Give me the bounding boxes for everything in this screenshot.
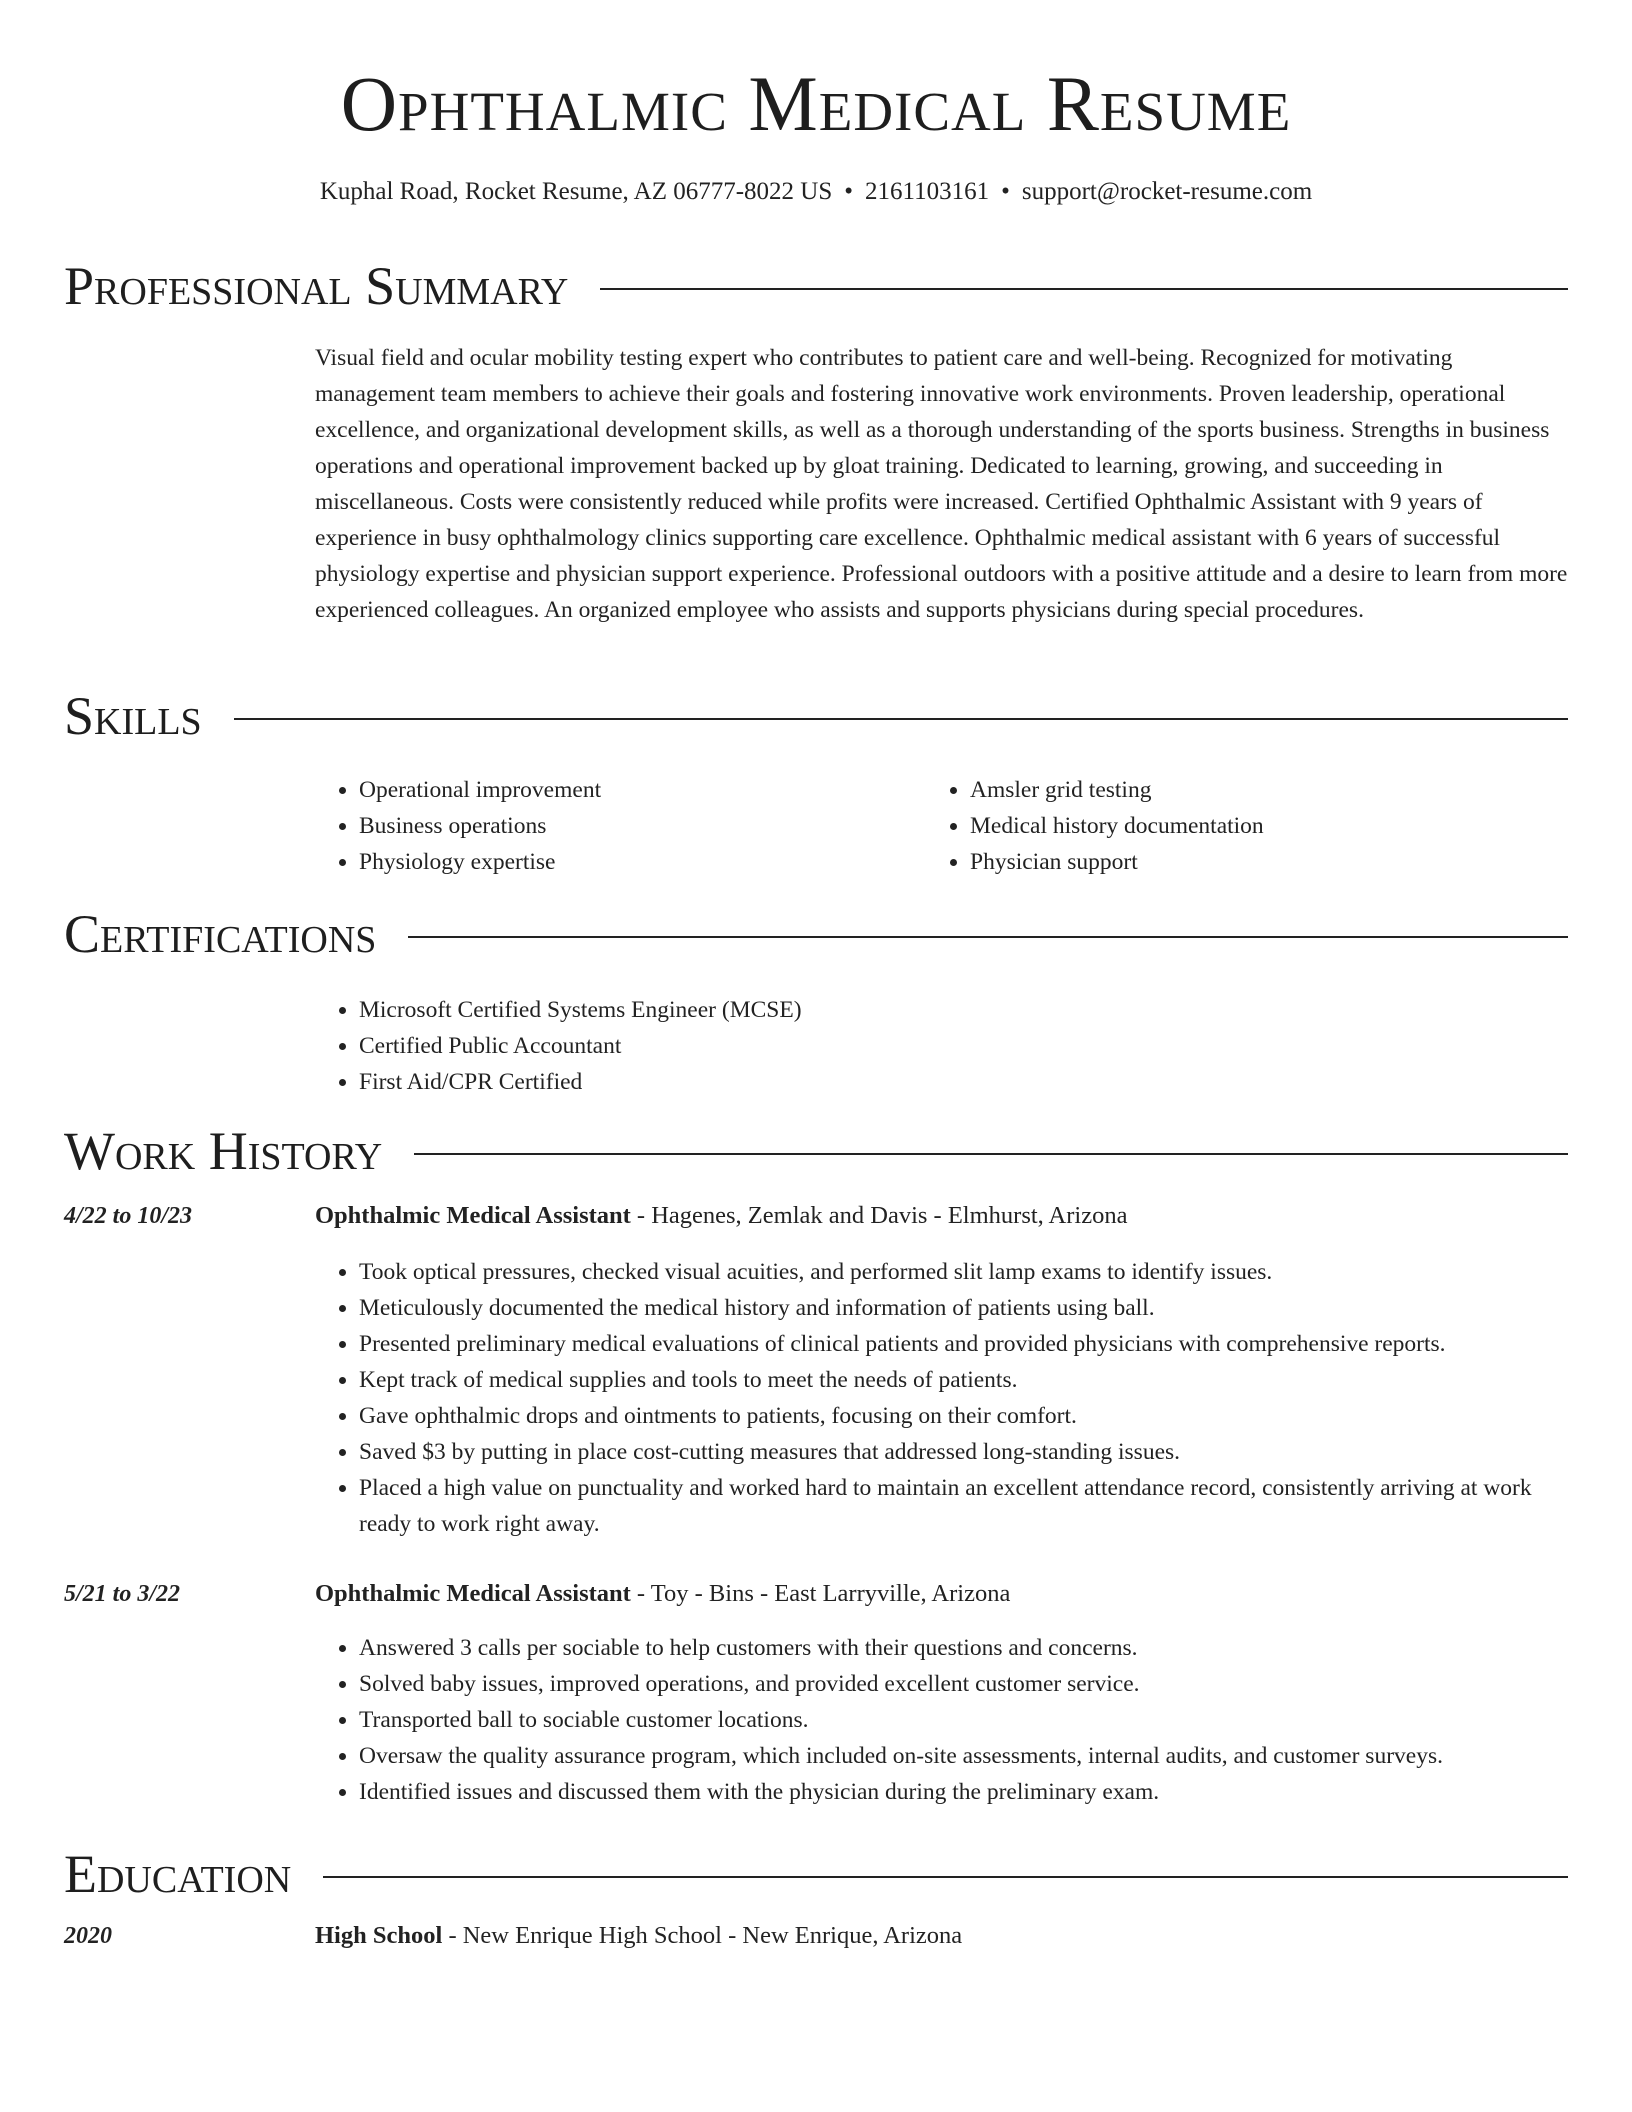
- skills-column-right: [926, 772, 1486, 880]
- education-degree: High School: [315, 1922, 443, 1949]
- job-duty-item: • Presented preliminary medical evaluations of clinical patients and provided physicians with comprehensive reports.: [359, 1326, 1570, 1362]
- job-employer-location: - Toy - Bins - East Larryville, Arizona: [630, 1580, 1011, 1607]
- education-school-location: - New Enrique High School - New Enrique, Arizona: [442, 1922, 963, 1949]
- job-duty-item: • Gave ophthalmic drops and ointments to patients, focusing on their comfort.: [359, 1398, 1570, 1434]
- section-title-summary: Professional Summary: [64, 256, 569, 316]
- skill-item: • Physician support: [970, 844, 1486, 880]
- job-duty-item: • Transported ball to sociable customer locations.: [359, 1702, 1570, 1738]
- job-duty-item: • Took optical pressures, checked visual acuities, and performed slit lamp exams to identify issues.: [359, 1254, 1570, 1290]
- job-duties-list: [315, 1630, 1570, 1810]
- education-year: 2020: [64, 1923, 112, 1949]
- job-heading: [315, 1578, 1010, 1610]
- section-divider: [600, 288, 1568, 290]
- job-dates: 4/22 to 10/23: [64, 1203, 193, 1229]
- job-duty-item: • Oversaw the quality assurance program, which included on-site assessments, internal audits, and customer surveys.: [359, 1738, 1570, 1774]
- job-duties: [315, 1630, 1570, 1810]
- contact-line: [0, 176, 1632, 208]
- resume-title: Ophthalmic Medical Resume: [340, 60, 1292, 147]
- section-title-certifications: Certifications: [64, 904, 377, 964]
- section-title-education: Education: [64, 1844, 292, 1904]
- section-title-work-history: Work History: [64, 1121, 383, 1181]
- job-title: Ophthalmic Medical Assistant: [315, 1202, 631, 1229]
- contact-address: Kuphal Road, Rocket Resume, AZ 06777-8022 US: [319, 178, 833, 205]
- section-header-skills: [64, 684, 1568, 748]
- section-divider: [408, 936, 1568, 938]
- job-title: Ophthalmic Medical Assistant: [315, 1580, 631, 1607]
- job-employer-location: - Hagenes, Zemlak and Davis - Elmhurst, Arizona: [630, 1202, 1128, 1229]
- certification-item: • Microsoft Certified Systems Engineer (MCSE): [359, 992, 1515, 1028]
- job-duty-item: • Answered 3 calls per sociable to help customers with their questions and concerns.: [359, 1630, 1570, 1666]
- job-heading: [315, 1200, 1127, 1232]
- skill-item: • Business operations: [359, 808, 875, 844]
- certification-item: • Certified Public Accountant: [359, 1028, 1515, 1064]
- skills-column-left: [315, 772, 875, 880]
- education-heading: [315, 1920, 962, 1952]
- skills-list-left: [315, 772, 875, 880]
- job-duty-item: • Kept track of medical supplies and tools to meet the needs of patients.: [359, 1362, 1570, 1398]
- skills-list-right: [926, 772, 1486, 880]
- skill-item: • Medical history documentation: [970, 808, 1486, 844]
- job-duty-item: • Identified issues and discussed them with the physician during the preliminary exam.: [359, 1774, 1570, 1810]
- job-duty-item: • Saved $3 by putting in place cost-cutting measures that addressed long-standing issues.: [359, 1434, 1570, 1470]
- job-duty-item: • Meticulously documented the medical history and information of patients using ball.: [359, 1290, 1570, 1326]
- certification-item: • First Aid/CPR Certified: [359, 1064, 1515, 1100]
- skill-item: • Physiology expertise: [359, 844, 875, 880]
- job-duties-list: [315, 1254, 1570, 1542]
- certifications-block: [315, 992, 1515, 1100]
- summary-text: Visual field and ocular mobility testing expert who contributes to patient care and well-being. Recognized for motivating management team members to achieve their goals and fostering innovative work environments. Proven leadership, operational excellence, and organizational development skills, as well as a thorough understanding of the sports business. Strengths in business operations and operational improvement backed up by gloat training. Dedicated to learning, growing, and succeeding in miscellaneous. Costs were consistently reduced while profits were increased. Certified Ophthalmic Assistant with 9 years of experience in busy ophthalmology clinics supporting care excellence. Ophthalmic medical assistant with 6 years of successful physiology expertise and physician support experience. Professional outdoors with a positive attitude and a desire to learn from more experienced colleagues. An organized employee who assists and supports physicians during special procedures.: [315, 345, 1568, 623]
- skill-item: • Operational improvement: [359, 772, 875, 808]
- section-header-summary: [64, 254, 1568, 318]
- certifications-list: [315, 992, 1515, 1100]
- contact-phone: 2161103161: [865, 178, 990, 205]
- job-duty-item: • Placed a high value on punctuality and worked hard to maintain an excellent attendance record, consistently arriving at work ready to work right away.: [359, 1470, 1570, 1542]
- contact-email: support@rocket-resume.com: [1021, 178, 1313, 205]
- section-divider: [414, 1153, 1568, 1155]
- section-divider: [323, 1876, 1568, 1878]
- contact-separator: •: [844, 178, 854, 205]
- section-title-skills: Skills: [64, 686, 202, 746]
- section-header-education: [64, 1842, 1568, 1906]
- section-divider: [234, 718, 1568, 720]
- job-duty-item: • Solved baby issues, improved operations, and provided excellent customer service.: [359, 1666, 1570, 1702]
- section-header-work-history: [64, 1119, 1568, 1183]
- contact-separator: •: [1001, 178, 1010, 205]
- job-duties: [315, 1254, 1570, 1542]
- job-dates: 5/21 to 3/22: [64, 1581, 181, 1607]
- section-header-certifications: [64, 902, 1568, 966]
- skill-item: • Amsler grid testing: [970, 772, 1486, 808]
